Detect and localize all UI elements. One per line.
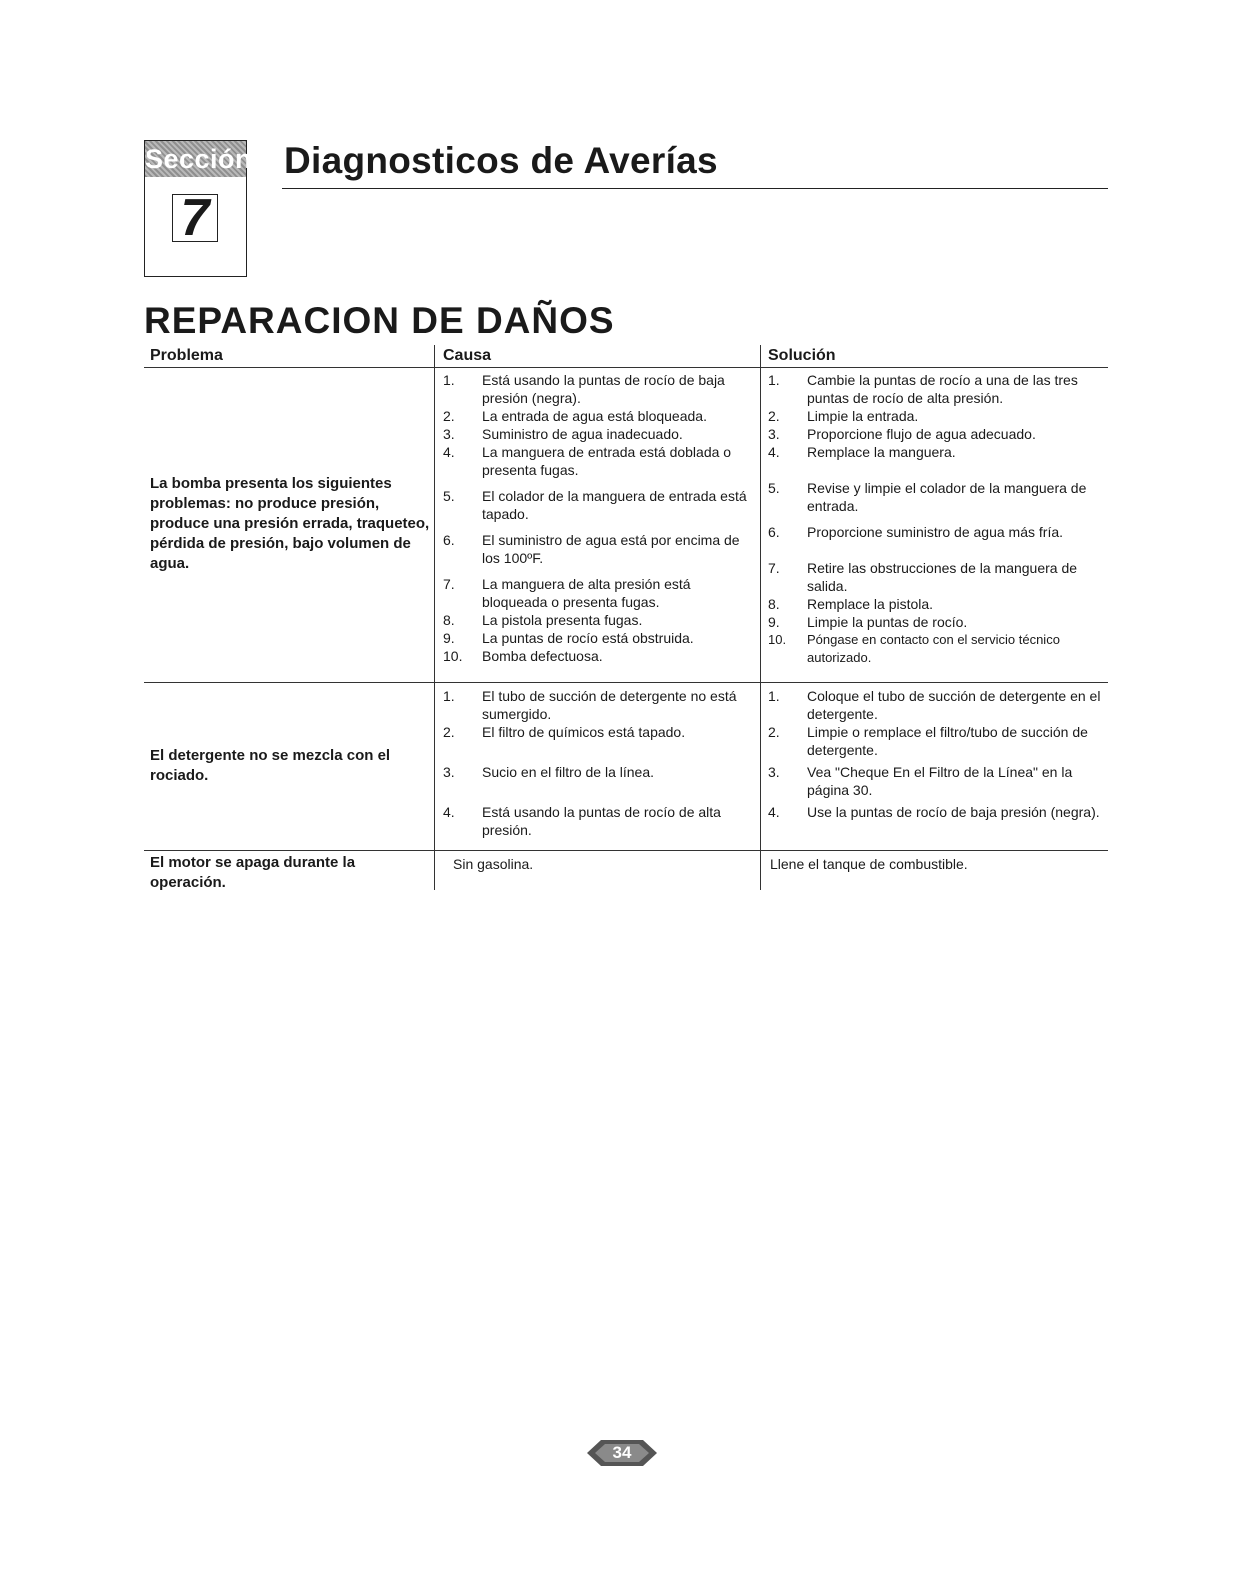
column-header-solution: Solución (768, 347, 836, 364)
list-item: 5. Revise y limpie el colador de la manguera de entrada. (768, 480, 1087, 514)
page-title: REPARACION DE DAÑOS (144, 300, 615, 341)
list-item: 6. Proporcione suministro de agua más fría. (768, 524, 1064, 540)
list-item: 8. La pistola presenta fugas. (443, 612, 643, 628)
list-item: 2. La entrada de agua está bloqueada. (443, 408, 707, 424)
table-row-3-problem: El motor se apaga durante la operación. (150, 854, 356, 891)
table-row-1-causes (443, 371, 748, 665)
list-item: 4. La manguera de entrada está doblada o presenta fugas. (443, 444, 732, 478)
list-item: 10. Bomba defectuosa. (443, 648, 603, 664)
chapter-title: Diagnosticos de Averías (284, 140, 718, 181)
list-item: 2. Limpie la entrada. (768, 408, 919, 424)
table-row-3-solution: Llene el tanque de combustible. (770, 856, 968, 872)
row-divider (144, 682, 1108, 683)
list-item: 2. El filtro de químicos está tapado. (443, 724, 686, 740)
column-divider (434, 345, 435, 890)
table-row-2-problem: El detergente no se mezcla con el rociado. (150, 747, 391, 784)
list-item: 8. Remplace la pistola. (768, 596, 934, 612)
list-item: 10. Póngase en contacto con el servicio técnico autorizado. (768, 632, 1060, 665)
table-row-2-causes (443, 687, 748, 839)
list-item: 4. Use la puntas de rocío de baja presión (negra). (768, 804, 1100, 820)
section-label: Sección (145, 141, 246, 177)
table-row-2-solutions (768, 687, 1104, 821)
list-item: 4. Remplace la manguera. (768, 444, 956, 460)
list-item: 3. Sucio en el filtro de la línea. (443, 764, 654, 780)
table-row-1-solutions (768, 371, 1104, 667)
page-number: 34 (612, 1443, 632, 1462)
page-number-badge (587, 1436, 657, 1470)
table-header-rule (144, 367, 1108, 368)
list-item: 9. Limpie la puntas de rocío. (768, 614, 968, 630)
column-header-problem: Problema (150, 347, 223, 364)
section-number: 7 (172, 194, 218, 242)
column-header-cause: Causa (443, 347, 492, 364)
list-item: 9. La puntas de rocío está obstruida. (443, 630, 694, 646)
list-item: 3. Suministro de agua inadecuado. (443, 426, 683, 442)
table-row-3-cause: Sin gasolina. (453, 856, 534, 872)
header-divider (282, 188, 1108, 189)
list-item: 1. Coloque el tubo de succión de detergente en el detergente. (768, 688, 1101, 722)
list-item: 6. El suministro de agua está por encima de los 100ºF. (443, 532, 740, 566)
list-item: 1. Cambie la puntas de rocío a una de las tres puntas de rocío de alta presión. (768, 372, 1078, 406)
list-item: 7. La manguera de alta presión está bloqueada o presenta fugas. (443, 576, 691, 610)
section-badge (144, 140, 253, 277)
table-row-1-problem: La bomba presenta los siguientes problemas: no produce presión, produce una presión errada, traqueteo, pérdida de presión, bajo volumen de agua. (150, 475, 430, 572)
list-item: 1. Está usando la puntas de rocío de baja presión (negra). (443, 372, 725, 406)
list-item: 3. Proporcione flujo de agua adecuado. (768, 426, 1036, 442)
row-divider (144, 850, 1108, 851)
list-item: 1. El tubo de succión de detergente no está sumergido. (443, 688, 737, 722)
list-item: 3. Vea "Cheque En el Filtro de la Línea" en la página 30. (768, 764, 1073, 798)
list-item: 2. Limpie o remplace el filtro/tubo de succión de detergente. (768, 724, 1088, 758)
list-item: 4. Está usando la puntas de rocío de alta presión. (443, 804, 721, 838)
list-item: 7. Retire las obstrucciones de la manguera de salida. (768, 560, 1078, 594)
column-divider (760, 345, 761, 890)
list-item: 5. El colador de la manguera de entrada está tapado. (443, 488, 747, 522)
